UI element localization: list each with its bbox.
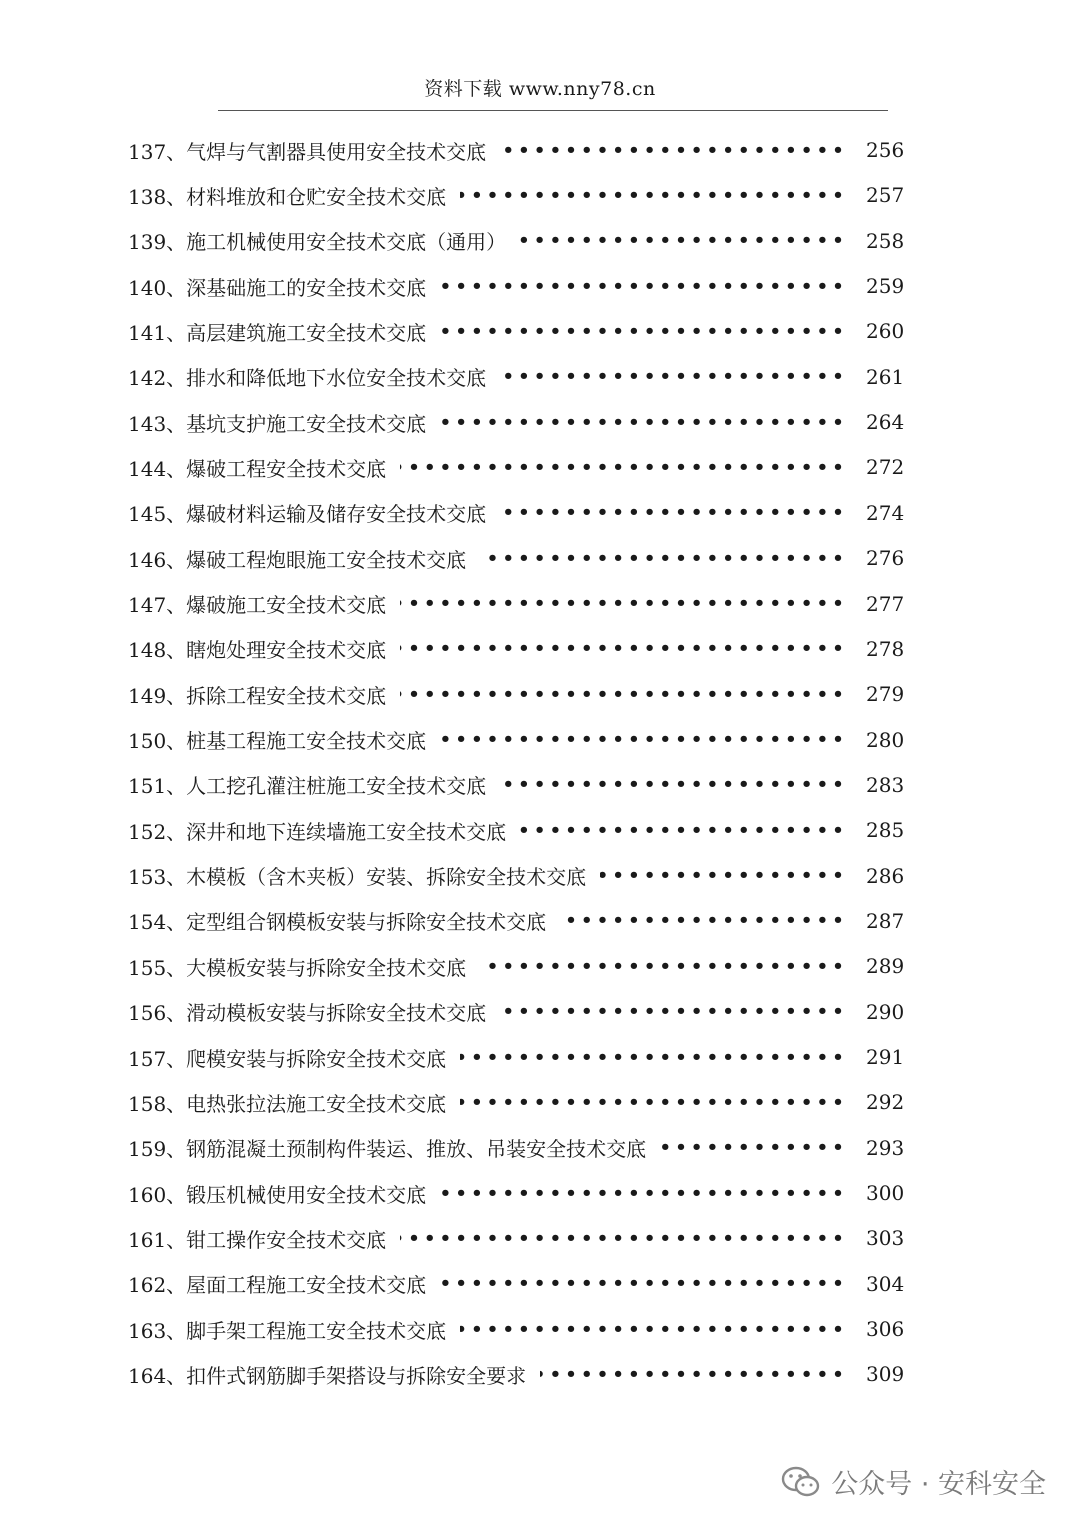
toc-entry-page: 261: [866, 364, 905, 389]
toc-entry: [128, 1357, 905, 1391]
toc-entry-page: 287: [866, 908, 905, 933]
toc-entry: [128, 813, 905, 847]
toc-entry: [128, 904, 905, 938]
toc-entry-title: 162、屋面工程施工安全技术交底: [128, 1273, 427, 1298]
toc-dot-leader: [500, 995, 848, 1029]
toc-entry-title: 151、人工挖孔灌注桩施工安全技术交底: [128, 774, 487, 799]
page-header: 资料下载 www.nny78.cn: [424, 78, 656, 100]
toc-dot-leader: [500, 133, 848, 167]
toc-entry: [128, 1085, 905, 1119]
toc-entry: [128, 541, 905, 575]
toc-entry: [128, 269, 905, 303]
header-rule: [218, 110, 888, 111]
toc-entry: [128, 133, 905, 167]
toc-entry: [128, 1040, 905, 1074]
toc-entry-page: 258: [866, 228, 905, 253]
toc-entry-title: 156、滑动模板安装与拆除安全技术交底: [128, 1001, 487, 1026]
toc-entry-page: 277: [866, 591, 905, 616]
toc-entry: [128, 995, 905, 1029]
toc-entry-title: 141、高层建筑施工安全技术交底: [128, 320, 427, 345]
toc-dot-leader: [400, 1221, 848, 1255]
toc-dot-leader: [480, 541, 848, 575]
toc-entry-page: 257: [866, 183, 905, 208]
toc-entry-page: 289: [866, 954, 905, 979]
toc-entry-title: 144、爆破工程安全技术交底: [128, 456, 387, 481]
toc-entry: [128, 224, 905, 258]
toc-entry-page: 300: [866, 1181, 905, 1206]
toc-entry-page: 272: [866, 455, 905, 480]
toc-entry-page: 274: [866, 500, 905, 525]
toc-dot-leader: [400, 450, 848, 484]
toc-entry-title: 137、气焊与气割器具使用安全技术交底: [128, 139, 487, 164]
toc-entry-page: 285: [866, 818, 905, 843]
toc-entry-title: 139、施工机械使用安全技术交底（通用）: [128, 230, 507, 255]
toc-entry: [128, 1221, 905, 1255]
toc-dot-leader: [520, 224, 848, 258]
toc-entry-title: 158、电热张拉法施工安全技术交底: [128, 1091, 447, 1116]
toc-entry: [128, 360, 905, 394]
toc-entry: [128, 314, 905, 348]
toc-entry: [128, 677, 905, 711]
toc-entry-page: 279: [866, 682, 905, 707]
toc-entry-page: 304: [866, 1271, 905, 1296]
toc-dot-leader: [460, 178, 848, 212]
wechat-icon: [781, 1465, 821, 1499]
toc-dot-leader: [400, 677, 848, 711]
toc-dot-leader: [500, 496, 848, 530]
toc-entry-page: 280: [866, 727, 905, 752]
toc-entry-title: 145、爆破材料运输及储存安全技术交底: [128, 502, 487, 527]
toc-entry-page: 259: [866, 274, 905, 299]
toc-entry-title: 149、拆除工程安全技术交底: [128, 683, 387, 708]
toc-entry-title: 154、定型组合钢模板安装与拆除安全技术交底: [128, 910, 547, 935]
toc-entry-page: 306: [866, 1317, 905, 1342]
toc-dot-leader: [440, 269, 848, 303]
toc-entry-page: 290: [866, 999, 905, 1024]
toc-entry-title: 140、深基础施工的安全技术交底: [128, 275, 427, 300]
toc-entry: [128, 178, 905, 212]
toc-entry-title: 150、桩基工程施工安全技术交底: [128, 729, 427, 754]
toc-dot-leader: [460, 1085, 848, 1119]
toc-entry-page: 260: [866, 319, 905, 344]
toc-dot-leader: [400, 632, 848, 666]
toc-entry-title: 163、脚手架工程施工安全技术交底: [128, 1318, 447, 1343]
toc-entry: [128, 723, 905, 757]
toc-entry: [128, 1267, 905, 1301]
toc-entry: [128, 632, 905, 666]
toc-entry: [128, 1176, 905, 1210]
toc-dot-leader: [520, 813, 848, 847]
toc-entry-page: 256: [866, 138, 905, 162]
toc-entry-title: 153、木模板（含木夹板）安装、拆除安全技术交底: [128, 865, 587, 890]
toc-entry-page: 283: [866, 772, 905, 797]
toc-entry-title: 148、瞎炮处理安全技术交底: [128, 638, 387, 663]
toc-entry-page: 303: [866, 1226, 905, 1251]
watermark: [781, 1462, 1046, 1501]
toc-dot-leader: [400, 587, 848, 621]
toc-dot-leader: [560, 904, 848, 938]
toc-entry-page: 291: [866, 1045, 905, 1069]
toc-entry-page: 276: [866, 546, 905, 571]
toc-entry: [128, 587, 905, 621]
toc-entry-title: 159、钢筋混凝土预制构件装运、推放、吊装安全技术交底: [128, 1137, 647, 1162]
toc-dot-leader: [440, 723, 848, 757]
toc-entry: [128, 859, 905, 893]
toc-entry-title: 161、钳工操作安全技术交底: [128, 1227, 387, 1252]
toc-entry-title: 143、基坑支护施工安全技术交底: [128, 411, 427, 436]
toc-dot-leader: [440, 314, 848, 348]
toc-entry: [128, 405, 905, 439]
toc-entry-title: 152、深井和地下连续墙施工安全技术交底: [128, 819, 507, 844]
toc-dot-leader: [440, 405, 848, 439]
watermark-text: 公众号 · 安科安全: [831, 1469, 1046, 1500]
toc-dot-leader: [600, 859, 848, 893]
toc-entry-page: 286: [866, 863, 905, 888]
toc-dot-leader: [460, 1040, 848, 1074]
toc-entry-page: 292: [866, 1090, 905, 1115]
toc-entry-title: 142、排水和降低地下水位安全技术交底: [128, 366, 487, 391]
toc-dot-leader: [480, 949, 848, 983]
toc-entry: [128, 949, 905, 983]
toc-entry: [128, 768, 905, 802]
toc-dot-leader: [660, 1131, 848, 1165]
toc-dot-leader: [500, 768, 848, 802]
toc-dot-leader: [440, 1267, 848, 1301]
toc-dot-leader: [460, 1312, 848, 1346]
toc-entry-page: 309: [866, 1362, 905, 1387]
toc-entry-title: 146、爆破工程炮眼施工安全技术交底: [128, 547, 467, 572]
toc-entry-title: 155、大模板安装与拆除安全技术交底: [128, 955, 467, 980]
toc-entry-page: 264: [866, 410, 905, 435]
toc-entry: [128, 1312, 905, 1346]
toc-entry-title: 164、扣件式钢筋脚手架搭设与拆除安全要求: [128, 1363, 527, 1388]
toc-dot-leader: [440, 1176, 848, 1210]
toc-dot-leader: [500, 360, 848, 394]
toc-entry: [128, 496, 905, 530]
toc-entry-title: 160、锻压机械使用安全技术交底: [128, 1182, 427, 1207]
toc-entry: [128, 1131, 905, 1165]
toc-dot-leader: [540, 1357, 848, 1391]
toc-entry-page: 278: [866, 636, 905, 661]
toc-entry: [128, 450, 905, 484]
toc-entry-page: 293: [866, 1135, 905, 1160]
toc-entry-title: 138、材料堆放和仓贮安全技术交底: [128, 184, 447, 209]
toc-entry-title: 147、爆破施工安全技术交底: [128, 593, 387, 617]
toc-entry-title: 157、爬模安装与拆除安全技术交底: [128, 1046, 447, 1071]
